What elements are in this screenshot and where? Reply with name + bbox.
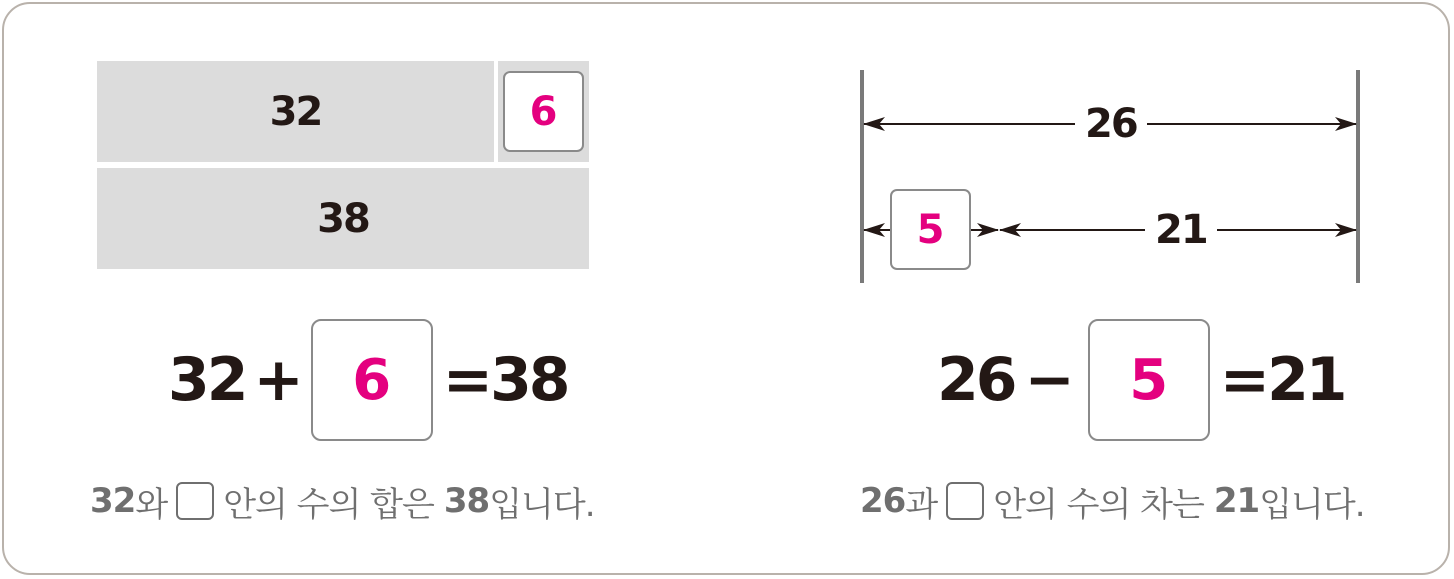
subtraction-equation xyxy=(937,319,1345,441)
sentence-number-1: 32 xyxy=(90,481,136,521)
minuend-number: 26 xyxy=(937,345,1015,415)
minus-sign: − xyxy=(1024,345,1072,415)
addend-number: 32 xyxy=(168,345,246,415)
difference-number: 21 xyxy=(1267,345,1345,415)
segment-answer-box xyxy=(890,189,971,270)
bar-bottom-total-label: 38 xyxy=(317,195,369,242)
sentence-ending: 입니다. xyxy=(1259,484,1365,525)
sentence-particle: 와 xyxy=(135,484,168,525)
sum-number: 38 xyxy=(490,345,568,415)
subtraction-answer-box xyxy=(1088,319,1210,441)
equals-sign: = xyxy=(1219,345,1268,415)
sentence-number-1: 26 xyxy=(860,481,906,521)
bar-top-part-label: 32 xyxy=(269,88,322,135)
sentence-particle: 과 xyxy=(905,484,938,525)
sentence-number-2: 21 xyxy=(1213,481,1260,521)
known-part-label: 21 xyxy=(1145,208,1217,252)
addition-answer-value: 6 xyxy=(352,347,392,413)
sentence-middle: 안의 수의 합은 xyxy=(223,484,434,525)
subtraction-sentence xyxy=(860,480,1365,525)
plus-sign: + xyxy=(253,345,301,415)
sentence-middle: 안의 수의 차는 xyxy=(993,484,1204,525)
subtraction-answer-value: 5 xyxy=(1129,347,1169,413)
sentence-ending: 입니다. xyxy=(489,484,595,525)
blank-box-icon xyxy=(946,482,984,520)
equals-sign: = xyxy=(442,345,491,415)
bar-answer-value: 6 xyxy=(529,88,558,135)
segment-answer-value: 5 xyxy=(916,206,945,253)
sentence-number-2: 38 xyxy=(443,481,490,521)
total-label: 26 xyxy=(1075,102,1147,146)
